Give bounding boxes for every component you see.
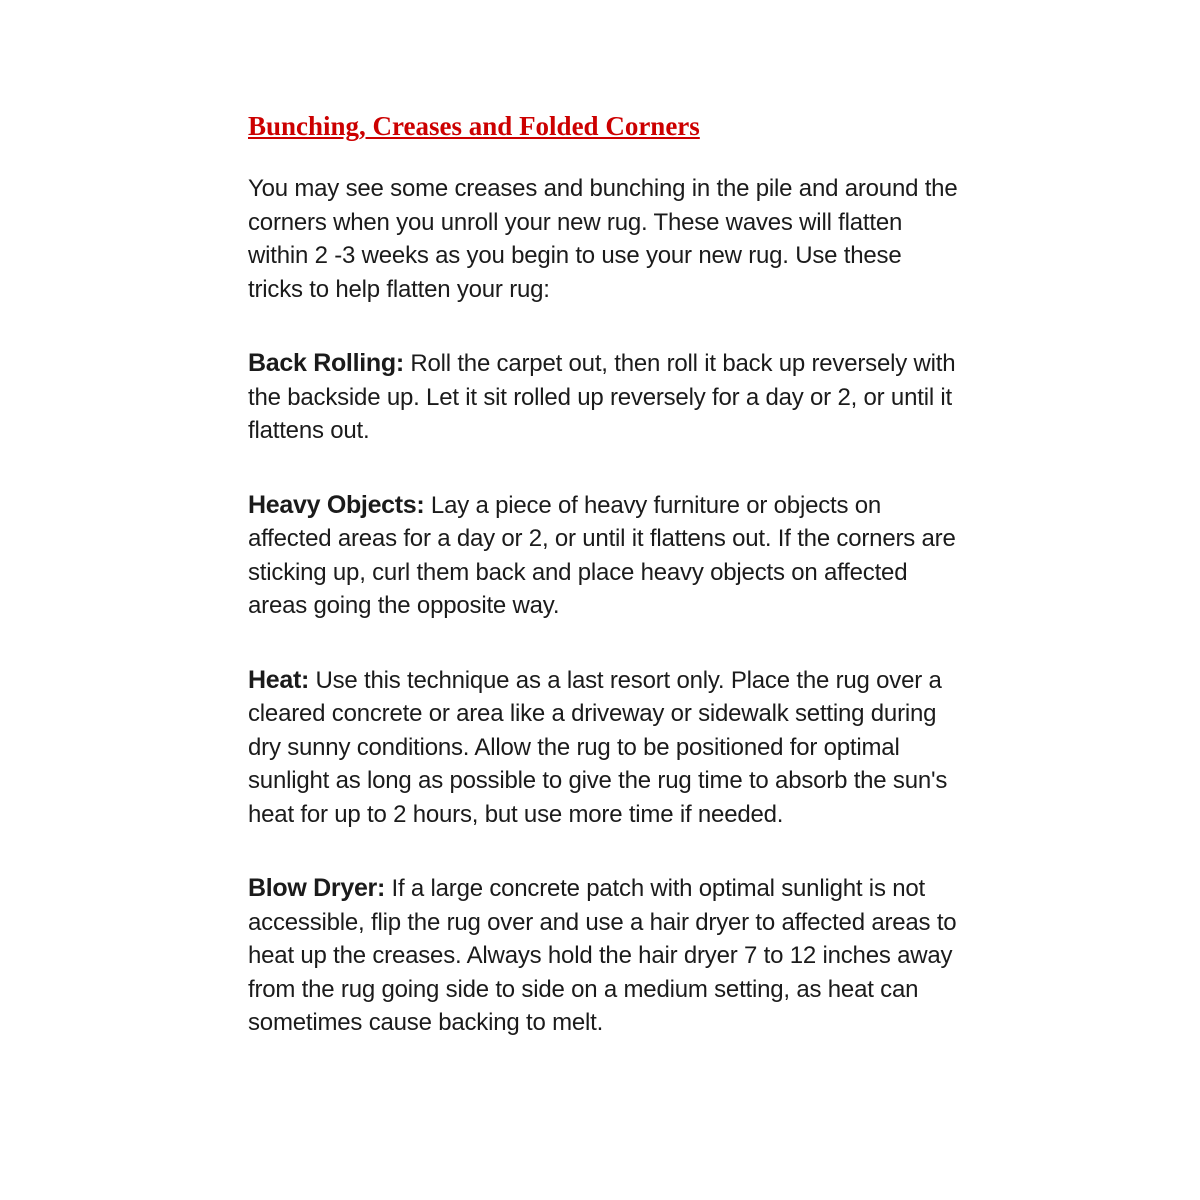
section-label-heat: Heat: — [248, 665, 310, 694]
section-label-back-rolling: Back Rolling: — [248, 349, 404, 377]
section-text-heat: Use this technique as a last resort only. Place the rug over a cleared concrete or area like a driveway or sidewalk setting during dry sunny conditions. Allow the rug to be positioned for optimal sunlight as long as possible to give the rug time to absorb the sun's heat for up to 2 hours, but use more time if needed. — [248, 666, 948, 828]
section-back-rolling — [248, 347, 960, 448]
section-text-back-rolling: Roll the carpet out, then roll it back up reversely with the backside up. Let it sit rolled up reversely for a day or 2, or until it flattens out. — [248, 350, 956, 444]
section-text-blow-dryer: If a large concrete patch with optimal sunlight is not accessible, flip the rug over and use a hair dryer to affected areas to heat up the creases. Always hold the hair dryer 7 to 12 inches away from the rug going side to side on a medium setting, as heat can sometimes cause backing to melt. — [248, 875, 957, 1036]
section-label-blow-dryer: Blow Dryer: — [248, 874, 386, 902]
section-heavy-objects — [248, 489, 960, 623]
section-blow-dryer — [248, 872, 960, 1040]
section-label-heavy-objects: Heavy Objects: — [248, 490, 425, 519]
section-text-heavy-objects: Lay a piece of heavy furniture or objects on affected areas for a day or 2, or until it flattens out. If the corners are sticking up, curl them back and place heavy objects on affected areas going the opposite way. — [248, 491, 956, 619]
document-title: Bunching, Creases and Folded Corners — [248, 111, 700, 141]
document-page — [248, 110, 960, 1040]
section-heat — [248, 664, 960, 832]
intro-paragraph: You may see some creases and bunching in the pile and around the corners when you unroll your new rug. These waves will flatten within 2 -3 weeks as you begin to use your new rug. Use these tricks to help flatten your rug: — [248, 175, 958, 303]
